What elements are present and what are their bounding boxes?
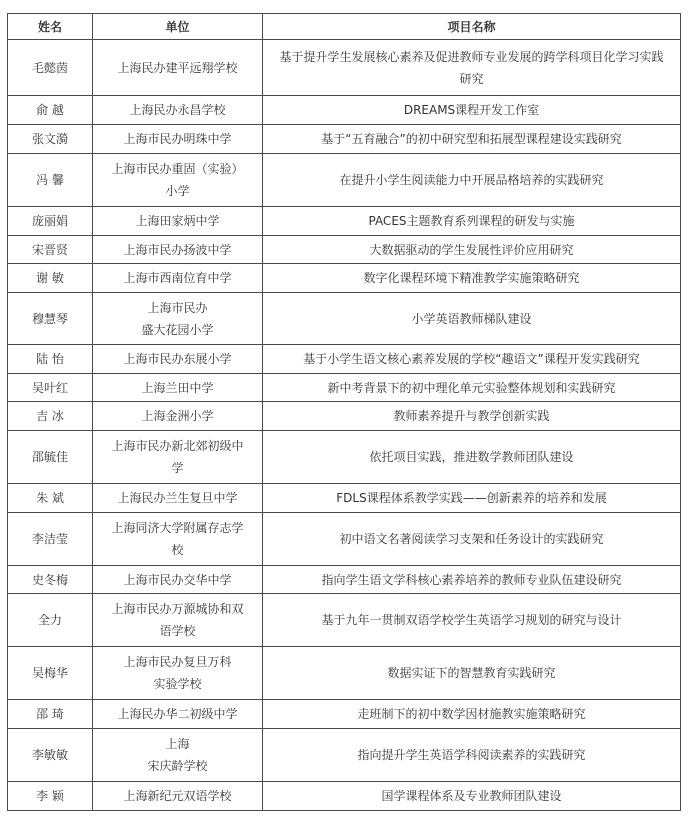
- cell-name: 邵毓佳: [8, 431, 93, 484]
- cell-name: 史冬梅: [8, 566, 93, 594]
- table-row: [8, 402, 681, 431]
- table-row: [8, 154, 681, 207]
- cell-unit: [93, 402, 263, 431]
- cell-unit-line: 上海市民办扬波中学: [123, 242, 232, 257]
- cell-unit: [93, 293, 263, 345]
- cell-unit-line: 语学校: [159, 624, 196, 638]
- cell-name: 穆慧琴: [8, 293, 93, 345]
- cell-project-line: 基于小学生语文核心素养发展的学校“趣语文”课程开发实践研究: [303, 352, 640, 366]
- cell-project: [263, 207, 681, 236]
- table-row: [8, 594, 681, 647]
- table-row: [8, 125, 681, 154]
- cell-unit-line: 上海市民办: [147, 300, 208, 315]
- table-row: [8, 513, 681, 566]
- cell-project: [263, 154, 681, 207]
- cell-name: 吴梅华: [8, 647, 93, 700]
- cell-unit: [93, 207, 263, 236]
- cell-project-line: 小学英语教师梯队建设: [411, 311, 532, 326]
- cell-project: [263, 513, 681, 566]
- cell-name: 谢 敏: [8, 264, 93, 293]
- cell-project-line: 初中语文名著阅读学习支架和任务设计的实践研究: [339, 532, 604, 546]
- cell-project: [263, 782, 681, 811]
- cell-project-line: FDLS课程体系教学实践——创新素养的培养和发展: [336, 491, 607, 505]
- cell-unit: [93, 236, 263, 264]
- cell-project-line: 大数据驱动的学生发展性评价应用研究: [369, 242, 574, 257]
- cell-unit: [93, 154, 263, 207]
- cell-project-line: 基于九年一贯制双语学校学生英语学习规划的研究与设计: [321, 613, 622, 627]
- cell-project-line: 教师素养提升与教学创新实践: [393, 409, 550, 423]
- cell-unit: [93, 729, 263, 782]
- table-row: [8, 264, 681, 293]
- table-row: [8, 96, 681, 125]
- cell-unit-line: 上海市民办明珠中学: [123, 132, 232, 146]
- cell-unit-line: 上海市民办万源城协和双: [111, 602, 244, 616]
- cell-project: [263, 729, 681, 782]
- cell-unit: [93, 484, 263, 513]
- cell-project-line: 新中考背景下的初中理化单元实验整体规划和实践研究: [327, 380, 616, 395]
- table-row: [8, 40, 681, 96]
- cell-project: [263, 402, 681, 431]
- cell-project: [263, 647, 681, 700]
- cell-unit-line: 上海民办华二初级中学: [117, 707, 238, 721]
- table-row: [8, 484, 681, 513]
- cell-unit: [93, 345, 263, 374]
- cell-name: 李敏敏: [8, 729, 93, 782]
- cell-unit-line: 小学: [165, 184, 190, 198]
- cell-unit: [93, 431, 263, 484]
- cell-name: 庞丽娟: [8, 207, 93, 236]
- cell-name: 朱 斌: [8, 484, 93, 513]
- cell-project-line: 指向学生语文学科核心素养培养的教师专业队伍建设研究: [321, 572, 622, 587]
- cell-unit: [93, 40, 263, 96]
- cell-project: [263, 431, 681, 484]
- cell-name: 吉 冰: [8, 402, 93, 431]
- table-row: [8, 700, 681, 729]
- cell-project-line: 数据实证下的智慧教育实践研究: [387, 666, 556, 680]
- cell-project: [263, 236, 681, 264]
- cell-name: 毛懿茵: [8, 40, 93, 96]
- cell-project: [263, 293, 681, 345]
- cell-project-line: DREAMS课程开发工作室: [403, 103, 540, 117]
- cell-project-line: 基于“五育融合”的初中研究型和拓展型课程建设实践研究: [321, 132, 622, 146]
- cell-unit-line: 上海兰田中学: [141, 380, 214, 395]
- cell-unit-line: 上海市民办交华中学: [123, 572, 232, 587]
- table-row: [8, 647, 681, 700]
- cell-project-line: 基于提升学生发展核心素养及促进教师专业发展的跨学科项目化学习实践: [279, 49, 664, 64]
- cell-unit: [93, 647, 263, 700]
- cell-project-line: 国学课程体系及专业教师团队建设: [381, 789, 562, 803]
- cell-project: [263, 374, 681, 402]
- cell-unit: [93, 96, 263, 125]
- cell-unit: [93, 566, 263, 594]
- cell-unit-line: 上海民办兰生复旦中学: [117, 491, 238, 505]
- cell-project-line: 在提升小学生阅读能力中开展品格培养的实践研究: [339, 173, 604, 187]
- cell-project-line: 指向提升学生英语学科阅读素养的实践研究: [357, 748, 586, 762]
- cell-project: [263, 484, 681, 513]
- table-header-row: [8, 14, 681, 40]
- cell-name: 张文漪: [8, 125, 93, 154]
- cell-project-line: PACES主题教育系列课程的研发与实施: [368, 214, 575, 228]
- table-row: [8, 729, 681, 782]
- cell-project: [263, 700, 681, 729]
- table-row: [8, 566, 681, 594]
- cell-unit-line: 宋庆龄学校: [147, 759, 208, 773]
- cell-project-line: 数字化课程环境下精准教学实施策略研究: [363, 271, 580, 285]
- cell-name: 陆 怡: [8, 345, 93, 374]
- cell-name: 全力: [8, 594, 93, 647]
- table-row: [8, 431, 681, 484]
- cell-unit-line: 校: [171, 543, 184, 557]
- cell-name: 邵 琦: [8, 700, 93, 729]
- cell-unit-line: 盛大花园小学: [141, 322, 214, 337]
- cell-unit: [93, 513, 263, 566]
- cell-project: [263, 96, 681, 125]
- cell-unit-line: 上海市民办新北郊初级中: [111, 439, 244, 453]
- cell-unit-line: 上海民办永昌学校: [129, 103, 226, 117]
- cell-unit: [93, 700, 263, 729]
- cell-unit-line: 上海市民办东展小学: [123, 352, 232, 366]
- table-row: [8, 236, 681, 264]
- table-row: [8, 293, 681, 345]
- cell-unit: [93, 374, 263, 402]
- project-table: [7, 13, 681, 811]
- cell-unit-line: 上海金洲小学: [141, 409, 214, 423]
- table-body: [8, 40, 681, 811]
- cell-project: [263, 40, 681, 96]
- cell-unit-line: 上海田家炳中学: [135, 214, 220, 228]
- cell-name: 李洁莹: [8, 513, 93, 566]
- header-name: 姓名: [8, 14, 93, 40]
- table-row: [8, 207, 681, 236]
- cell-project: [263, 125, 681, 154]
- cell-project-line: 研究: [459, 71, 484, 86]
- cell-unit: [93, 125, 263, 154]
- cell-name: 冯 馨: [8, 154, 93, 207]
- cell-name: 俞 越: [8, 96, 93, 125]
- cell-unit-line: 上海: [165, 737, 190, 751]
- cell-unit: [93, 782, 263, 811]
- cell-unit: [93, 594, 263, 647]
- header-unit: 单位: [93, 14, 263, 40]
- cell-unit-line: 上海市西南位育中学: [123, 271, 232, 285]
- table-row: [8, 345, 681, 374]
- cell-unit: [93, 264, 263, 293]
- cell-project: [263, 594, 681, 647]
- cell-unit-line: 实验学校: [153, 677, 202, 691]
- cell-unit-line: 上海新纪元双语学校: [123, 789, 232, 803]
- cell-unit-line: 上海市民办复旦万科: [123, 655, 232, 669]
- cell-name: 李 颖: [8, 782, 93, 811]
- cell-unit-line: 学: [171, 461, 184, 475]
- cell-name: 宋晋贤: [8, 236, 93, 264]
- cell-name: 吴叶红: [8, 374, 93, 402]
- table-container: [7, 13, 681, 811]
- cell-project: [263, 566, 681, 594]
- table-row: [8, 374, 681, 402]
- cell-unit-line: 上海市民办重固（实验）: [111, 162, 244, 176]
- cell-project-line: 依托项目实践，推进数学教师团队建设: [369, 450, 574, 464]
- cell-project: [263, 345, 681, 374]
- header-project: 项目名称: [263, 14, 681, 40]
- cell-project: [263, 264, 681, 293]
- cell-unit-line: 上海民办建平远翔学校: [117, 60, 238, 75]
- cell-project-line: 走班制下的初中数学因材施教实施策略研究: [357, 707, 586, 721]
- cell-unit-line: 上海同济大学附属存志学: [111, 521, 244, 535]
- table-row: [8, 782, 681, 811]
